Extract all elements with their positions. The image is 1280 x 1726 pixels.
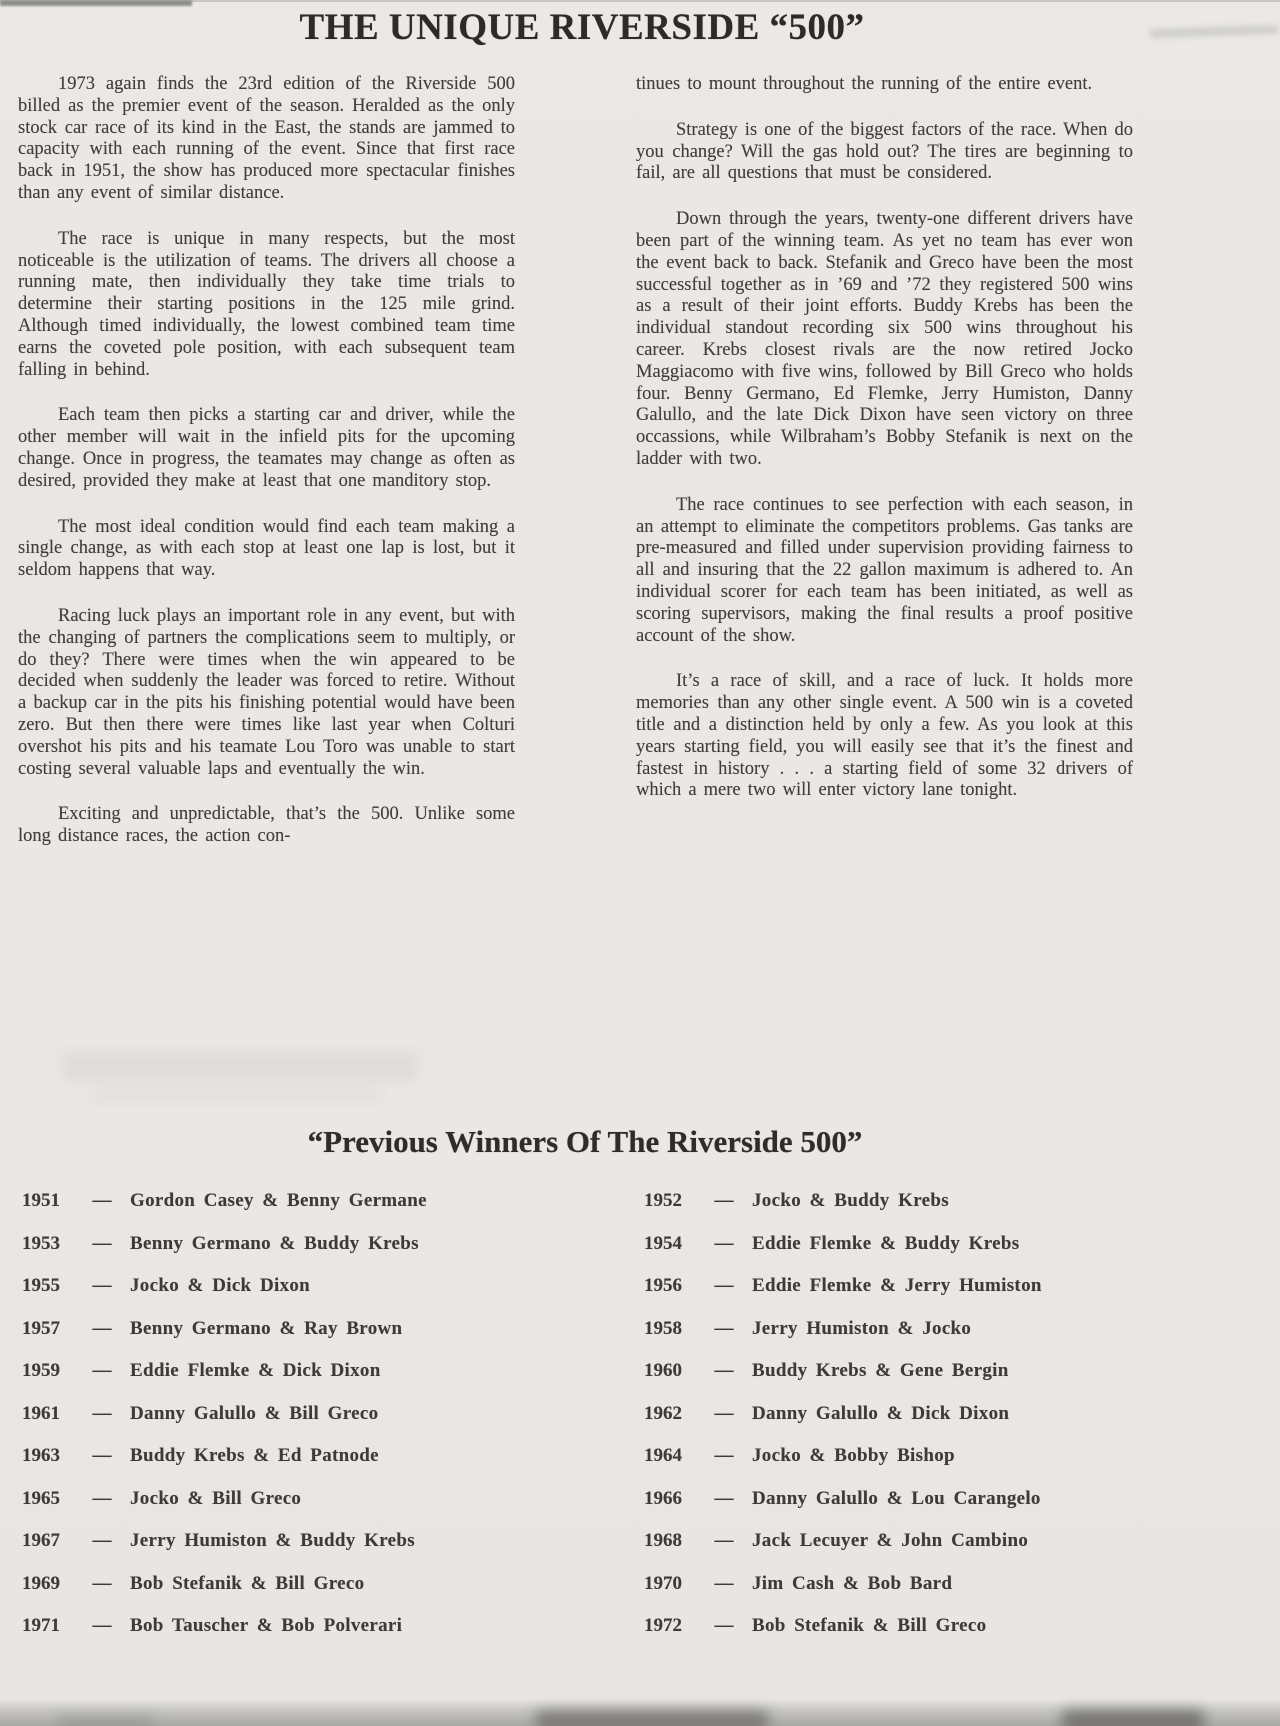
show-through-artifact	[62, 1052, 418, 1082]
winner-separator: —	[92, 1402, 112, 1424]
winner-list-item	[22, 1233, 607, 1276]
winner-separator: —	[714, 1402, 734, 1424]
winner-year: 1968	[644, 1530, 682, 1551]
winner-list-item	[644, 1403, 1254, 1446]
scan-edge-artifact	[0, 0, 1280, 2]
winner-team: Jerry Humiston & Jocko	[752, 1317, 972, 1339]
scan-artifact-blob	[536, 1711, 768, 1726]
winner-separator: —	[714, 1317, 734, 1339]
winner-year: 1952	[644, 1190, 682, 1211]
winner-list-item	[22, 1360, 607, 1403]
show-through-artifact	[92, 1088, 382, 1103]
winner-year: 1953	[22, 1232, 60, 1254]
winner-team: Danny Galullo & Bill Greco	[130, 1402, 379, 1424]
winner-team: Jocko & Bill Greco	[130, 1487, 302, 1509]
winner-separator: —	[92, 1572, 112, 1594]
winner-year: 1951	[22, 1190, 60, 1211]
winner-year: 1971	[22, 1615, 60, 1636]
article-paragraph: Each team then picks a starting car and driver, while the other member will wait in the infield pits for the upcoming change. Once in progress, the teamates may change as often as desired, provided they make at least that one manditory stop.	[18, 405, 515, 491]
winner-team: Jim Cash & Bob Bard	[752, 1572, 953, 1594]
article-paragraph: Exciting and unpredictable, that’s the 500. Unlike some long distance races, the action con-	[18, 804, 515, 847]
winner-team: Gordon Casey & Benny Germane	[130, 1190, 427, 1211]
winner-separator: —	[714, 1190, 734, 1211]
winner-year: 1959	[22, 1360, 60, 1381]
winner-list-item	[644, 1530, 1254, 1573]
scan-artifact-blob	[58, 1717, 153, 1726]
winner-year: 1964	[644, 1445, 682, 1466]
winner-list-item	[22, 1403, 607, 1446]
winner-list-item	[644, 1190, 1254, 1233]
article-paragraph: Down through the years, twenty-one different drivers have been part of the winning team. As yet no team has ever won the event back to back. Stefanik and Greco have been the most successful together as in ’69 and ’72 they registered 500 wins as a result of their joint efforts. Buddy Krebs has been the individual standout recording six 500 wins throughout his career. Krebs closest rivals are the now retired Jocko Maggiacomo with five wins, followed by Bill Greco who holds four. Benny Germano, Ed Flemke, Jerry Humiston, Danny Galullo, and the late Dick Dixon have seen victory on three occassions, while Wilbraham’s Bobby Stefanik is next on the ladder with two.	[636, 209, 1133, 469]
winner-team: Danny Galullo & Dick Dixon	[752, 1402, 1010, 1424]
winner-team: Bob Stefanik & Bill Greco	[130, 1572, 365, 1594]
winner-list-item	[644, 1488, 1254, 1531]
winner-list-item	[644, 1360, 1254, 1403]
winner-separator: —	[714, 1530, 734, 1551]
winner-separator: —	[714, 1232, 734, 1254]
winner-year: 1958	[644, 1317, 682, 1339]
page-title: THE UNIQUE RIVERSIDE “500”	[299, 7, 865, 48]
winner-year: 1972	[644, 1615, 682, 1636]
article-paragraph: tinues to mount throughout the running of the entire event.	[636, 74, 1093, 94]
winner-team: Jerry Humiston & Buddy Krebs	[130, 1530, 415, 1551]
winner-separator: —	[92, 1487, 112, 1509]
article-paragraph: The race is unique in many respects, but the most noticeable is the utilization of teams. The drivers all choose a running mate, then individually they take time trials to determine their starting positions in the 125 mile grind. Although timed individually, the lowest combined team time earns the coveted pole position, with each subsequent team falling in behind.	[18, 228, 515, 380]
scan-artifact-bottom-band	[0, 1699, 1280, 1726]
winner-year: 1955	[22, 1275, 60, 1296]
scan-artifact-blob	[1062, 1710, 1204, 1726]
winner-list-item	[644, 1615, 1254, 1658]
winner-year: 1969	[22, 1572, 60, 1594]
winner-list-item	[644, 1573, 1254, 1616]
winner-list-item	[644, 1233, 1254, 1276]
winner-separator: —	[92, 1530, 112, 1551]
winner-team: Benny Germano & Buddy Krebs	[130, 1232, 419, 1254]
winner-team: Buddy Krebs & Ed Patnode	[130, 1445, 379, 1466]
winner-list-item	[22, 1275, 607, 1318]
winner-separator: —	[92, 1445, 112, 1466]
winner-team: Buddy Krebs & Gene Bergin	[752, 1360, 1009, 1381]
scan-artifact-top-right	[1150, 25, 1278, 38]
winner-separator: —	[92, 1360, 112, 1381]
winner-separator: —	[714, 1572, 734, 1594]
winner-list-item	[644, 1275, 1254, 1318]
winner-team: Danny Galullo & Lou Carangelo	[752, 1487, 1041, 1509]
article-paragraph: Strategy is one of the biggest factors of the race. When do you change? Will the gas hold out? The tires are beginning to fail, are all questions that must be considered.	[636, 119, 1133, 184]
winner-separator: —	[714, 1360, 734, 1381]
winner-list-item	[22, 1488, 607, 1531]
winner-year: 1957	[22, 1317, 60, 1339]
winner-team: Jocko & Dick Dixon	[130, 1275, 311, 1296]
winner-separator: —	[92, 1615, 112, 1636]
article-paragraph: The most ideal condition would find each team making a single change, as with each stop at least one lap is lost, but it seldom happens that way.	[18, 516, 515, 581]
winner-list-item	[22, 1318, 607, 1361]
winners-heading: “Previous Winners Of The Riverside 500”	[307, 1124, 863, 1159]
article-paragraph: The race continues to see perfection with each season, in an attempt to eliminate the competitors problems. Gas tanks are pre-measured and filled under supervision providing fairness to all and insuring that the 22 gallon maximum is adhered to. An individual scorer for each team has been initiated, as well as scoring supervisors, making the final results a proof positive account of the show.	[636, 494, 1133, 646]
winner-year: 1966	[644, 1487, 682, 1509]
winner-team: Benny Germano & Ray Brown	[130, 1317, 403, 1339]
winner-list-item	[22, 1530, 607, 1573]
winner-year: 1965	[22, 1487, 60, 1509]
article-column-right	[636, 74, 1133, 826]
winner-list-item	[22, 1615, 607, 1658]
winner-team: Jack Lecuyer & John Cambino	[752, 1530, 1029, 1551]
winner-year: 1961	[22, 1402, 60, 1424]
winner-team: Eddie Flemke & Jerry Humiston	[752, 1275, 1042, 1296]
winner-separator: —	[714, 1487, 734, 1509]
winners-list-right	[644, 1190, 1254, 1658]
winner-list-item	[644, 1318, 1254, 1361]
winner-year: 1956	[644, 1275, 682, 1296]
winner-list-item	[22, 1573, 607, 1616]
article-paragraph: It’s a race of skill, and a race of luck. It holds more memories than any other single event. A 500 win is a coveted title and a distinction held by only a few. As you look at this years starting field, you will easily see that it’s the finest and fastest in history . . . a starting field of some 32 drivers of which a mere two will enter victory lane tonight.	[636, 671, 1133, 801]
winner-year: 1960	[644, 1360, 682, 1381]
winner-separator: —	[92, 1275, 112, 1296]
winner-list-item	[22, 1190, 607, 1233]
winner-separator: —	[92, 1190, 112, 1211]
winners-list-left	[22, 1190, 607, 1658]
winner-separator: —	[92, 1317, 112, 1339]
winner-year: 1963	[22, 1445, 60, 1466]
winner-separator: —	[92, 1232, 112, 1254]
winner-list-item	[22, 1445, 607, 1488]
winner-year: 1970	[644, 1572, 682, 1594]
winner-team: Jocko & Buddy Krebs	[752, 1190, 949, 1211]
winner-separator: —	[714, 1445, 734, 1466]
winner-team: Bob Stefanik & Bill Greco	[752, 1615, 987, 1636]
winner-team: Jocko & Bobby Bishop	[752, 1445, 955, 1466]
winner-team: Eddie Flemke & Buddy Krebs	[752, 1232, 1020, 1254]
winner-team: Eddie Flemke & Dick Dixon	[130, 1360, 381, 1381]
winner-year: 1954	[644, 1232, 682, 1254]
winner-team: Bob Tauscher & Bob Polverari	[130, 1615, 403, 1636]
winner-separator: —	[714, 1275, 734, 1296]
winner-year: 1967	[22, 1530, 60, 1551]
winner-list-item	[644, 1445, 1254, 1488]
winner-separator: —	[714, 1615, 734, 1636]
article-paragraph: Racing luck plays an important role in any event, but with the changing of partners the complications seem to multiply, or do they? There were times when the win appeared to be decided when suddenly the leader was forced to retire. Without a backup car in the pits his finishing potential would have been zero. But then there were times like last year when Colturi overshot his pits and his teamate Lou Toro was unable to start costing several valuable laps and eventually the win.	[18, 605, 515, 779]
article-column-left	[18, 74, 515, 872]
article-paragraph: 1973 again finds the 23rd edition of the Riverside 500 billed as the premier event of the season. Heralded as the only stock car race of its kind in the East, the stands are jammed to capacity with each running of the event. Since that first race back in 1951, the show has produced more spectacular finishes than any event of similar distance.	[18, 74, 515, 203]
winner-year: 1962	[644, 1402, 682, 1424]
